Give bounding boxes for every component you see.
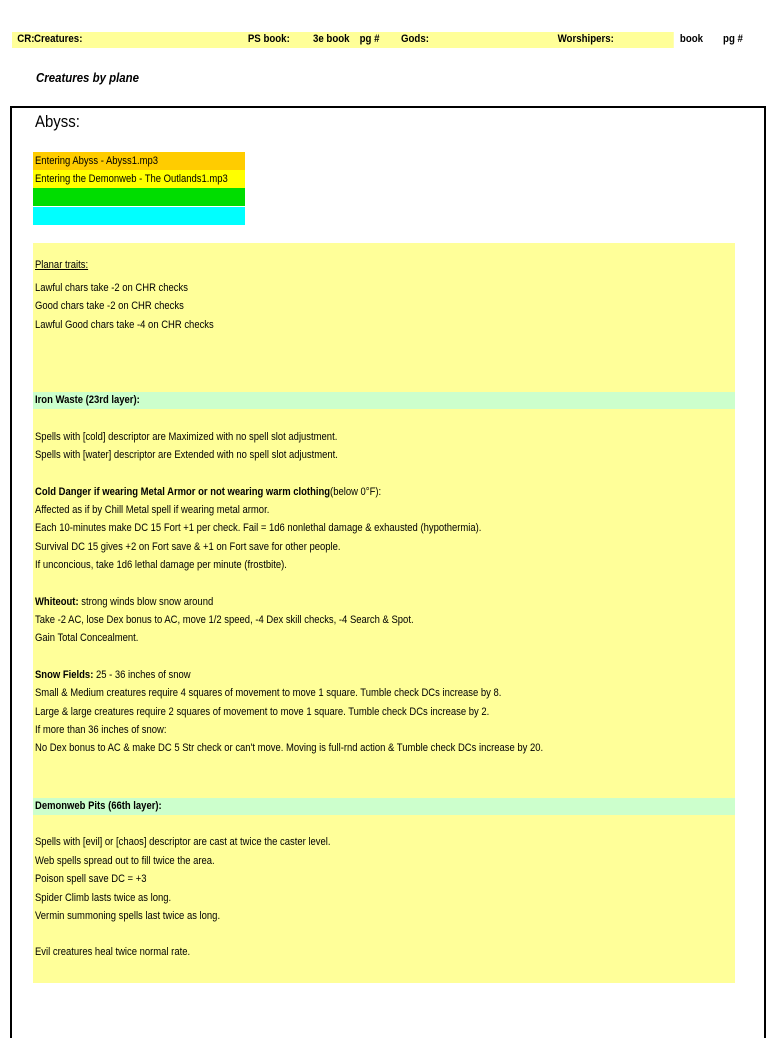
snow-fields-line: If more than 36 inches of snow: xyxy=(35,724,167,736)
cold-danger-title: Cold Danger if wearing Metal Armor or not wearing warm clothing xyxy=(35,486,331,498)
whiteout-suffix: strong winds blow snow around xyxy=(78,596,214,608)
demonweb-line: Spider Climb lasts twice as long. xyxy=(35,892,172,904)
iron-waste-line: Spells with [water] descriptor are Extended with no spell slot adjustment. xyxy=(35,449,338,461)
iron-waste-line: Spells with [cold] descriptor are Maximized with no spell slot adjustment. xyxy=(35,431,338,443)
header-3e-book: 3e book xyxy=(312,33,350,45)
header-page-number-2: pg # xyxy=(723,33,743,45)
demonweb-line: Spells with [evil] or [chaos] descriptor are cast at twice the caster level. xyxy=(35,836,331,848)
snow-fields-title: Snow Fields: xyxy=(35,669,94,681)
cold-danger-line: If unconcious, take 1d6 lethal damage per minute (frostbite). xyxy=(35,559,287,571)
snow-fields-line: Large & large creatures require 2 squares of movement to move 1 square. Tumble check DCs increase by 2. xyxy=(35,706,490,718)
music-track[interactable] xyxy=(33,170,245,188)
whiteout-title: Whiteout: xyxy=(35,596,79,608)
music-track[interactable] xyxy=(33,152,245,170)
trait-line: Lawful chars take -2 on CHR checks xyxy=(35,282,189,294)
music-track-label: Entering Abyss - Abyss1.mp3 xyxy=(35,155,159,167)
plane-title: Abyss: xyxy=(35,112,80,131)
header-book: book xyxy=(679,33,704,45)
header-worshipers: Worshipers: xyxy=(557,33,614,45)
music-track-empty xyxy=(33,207,245,225)
planar-traits-heading: Planar traits: xyxy=(35,259,89,271)
snow-fields-suffix: 25 - 36 inches of snow xyxy=(93,669,191,681)
column-header-bar xyxy=(12,32,743,48)
snow-fields-title-line xyxy=(35,669,191,681)
cold-danger-title-line xyxy=(35,486,381,498)
header-page-number: pg # xyxy=(359,33,380,45)
header-ps-book: PS book: xyxy=(247,33,290,45)
demonweb-line: Vermin summoning spells last twice as long. xyxy=(35,910,221,922)
whiteout-line: Take -2 AC, lose Dex bonus to AC, move 1/2 speed, -4 Dex skill checks, -4 Search & Spot. xyxy=(35,614,414,626)
demonweb-line: Poison spell save DC = +3 xyxy=(35,873,147,885)
trait-line: Good chars take -2 on CHR checks xyxy=(35,300,184,312)
planar-notes-panel xyxy=(33,243,735,983)
music-track-label: Entering the Demonweb - The Outlands1.mp3 xyxy=(35,173,228,185)
snow-fields-line: No Dex bonus to AC & make DC 5 Str check or can't move. Moving is full-rnd action & Tumble check DCs increase by 20. xyxy=(35,742,544,754)
trait-line: Lawful Good chars take -4 on CHR checks xyxy=(35,319,214,331)
header-gods: Gods: xyxy=(400,33,429,45)
snow-fields-line: Small & Medium creatures require 4 squares of movement to move 1 square. Tumble check DCs increase by 8. xyxy=(35,687,502,699)
cold-danger-line: Survival DC 15 gives +2 on Fort save & +1 on Fort save for other people. xyxy=(35,541,341,553)
cold-danger-line: Each 10-minutes make DC 15 Fort +1 per check. Fail = 1d6 nonlethal damage & exhausted (hypothermia). xyxy=(35,522,482,534)
demonweb-line: Web spells spread out to fill twice the area. xyxy=(35,855,215,867)
whiteout-line: Gain Total Concealment. xyxy=(35,632,139,644)
iron-waste-heading: Iron Waste (23rd layer): xyxy=(35,394,140,406)
header-creatures: Creatures: xyxy=(34,33,83,45)
whiteout-title-line xyxy=(35,596,213,608)
page-subtitle: Creatures by plane xyxy=(36,70,140,85)
demonweb-extra-line: Evil creatures heal twice normal rate. xyxy=(35,946,191,958)
header-cr: CR: xyxy=(17,33,35,45)
music-track-empty xyxy=(33,188,245,206)
demonweb-heading: Demonweb Pits (66th layer): xyxy=(35,800,162,812)
cold-danger-suffix: (below 0°F): xyxy=(330,486,382,498)
cold-danger-line: Affected as if by Chill Metal spell if wearing metal armor. xyxy=(35,504,270,516)
